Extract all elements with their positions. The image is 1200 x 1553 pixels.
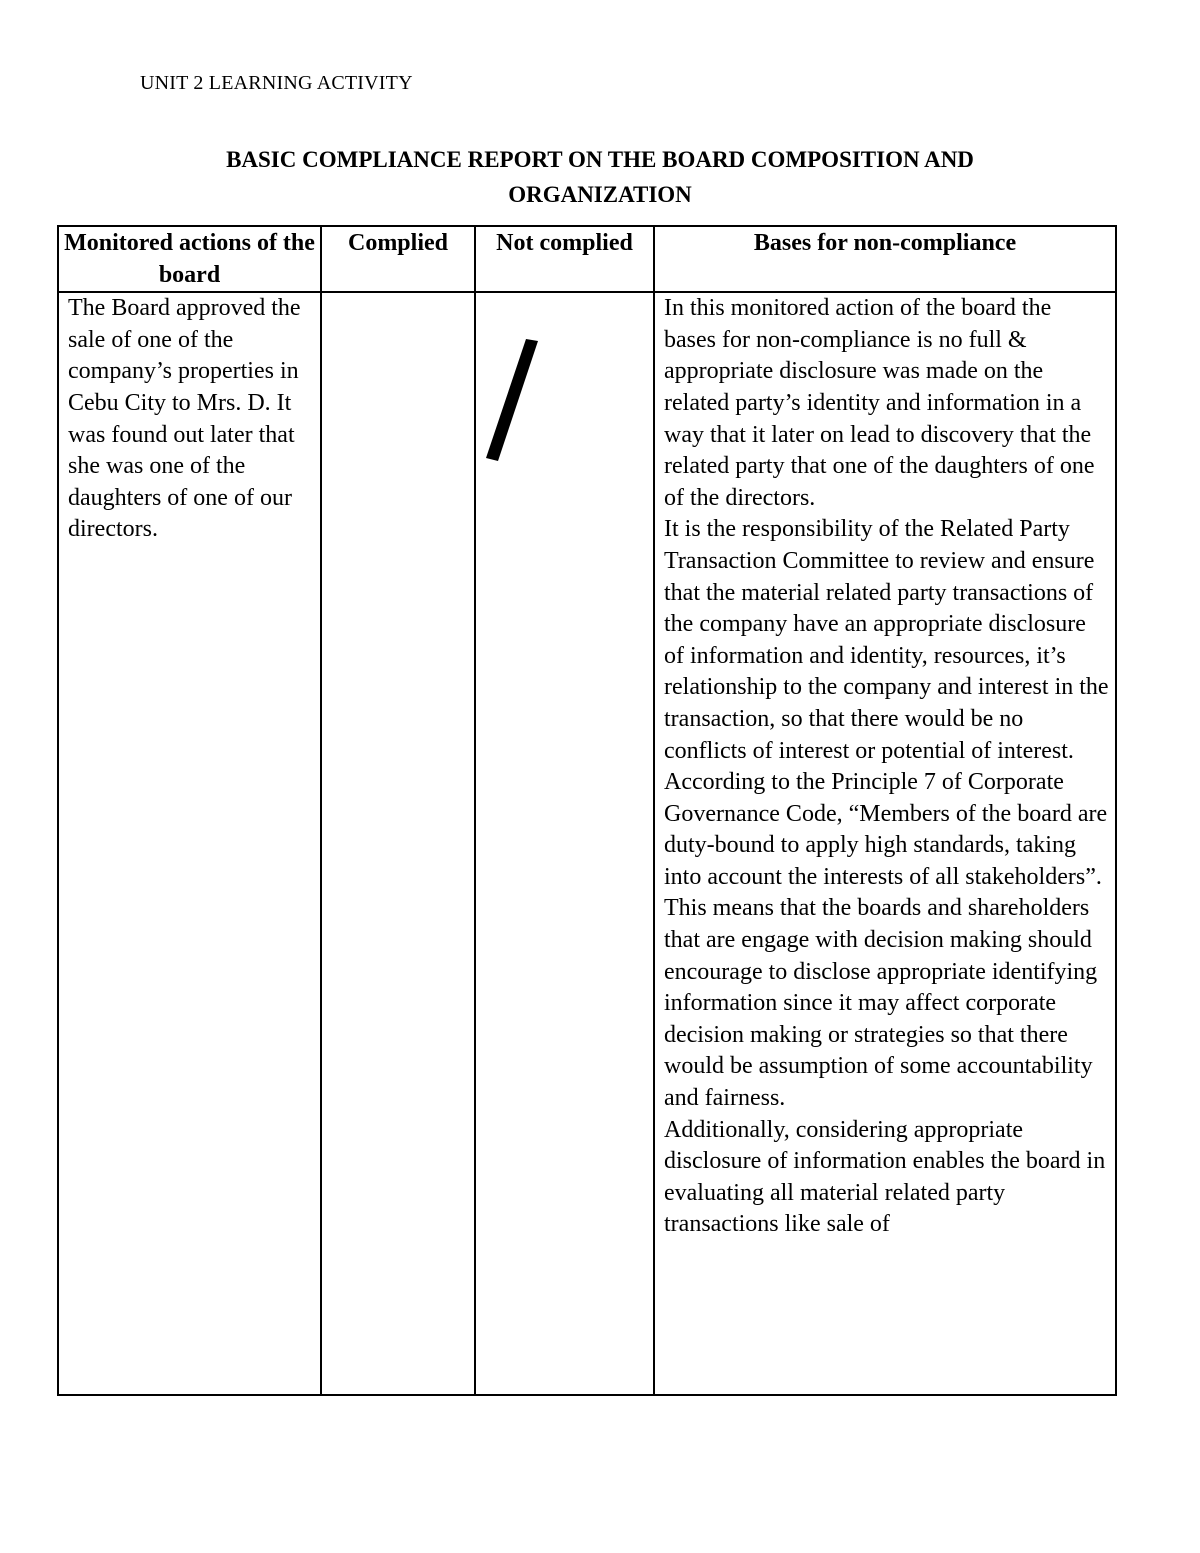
bases-cell	[654, 292, 1116, 1395]
action-cell	[58, 292, 321, 1395]
column-header-complied: Complied	[321, 226, 475, 292]
document-title-line-1: BASIC COMPLIANCE REPORT ON THE BOARD COMPOSITION AND	[226, 147, 974, 172]
slash-stroke	[486, 339, 538, 461]
table-header-row	[58, 226, 1116, 292]
compliance-table	[57, 225, 1117, 1396]
unit-label: UNIT 2 LEARNING ACTIVITY	[140, 72, 413, 94]
document-title	[100, 142, 1100, 212]
bases-paragraph-1: In this monitored action of the board the bases for non-compliance is no full & appropriate disclosure was made on the related party’s identity and information in a way that it later on lead to discovery that the related party that one of the daughters of one of the directors.	[664, 295, 1095, 511]
table-row	[58, 292, 1116, 1395]
not-complied-cell	[475, 292, 654, 1395]
document-title-line-2: ORGANIZATION	[508, 182, 692, 207]
complied-cell	[321, 292, 475, 1395]
bases-paragraph-3: According to the Principle 7 of Corporate Governance Code, “Members of the board are duty-bound to apply high standards, taking into account the interests of all stakeholders”. This means that the boards and shareholders that are engage with decision making should encourage to disclose appropriate identifying information since it may affect corporate decision making or strategies so that there would be assumption of some accountability and fairness.	[664, 769, 1108, 1112]
slash-mark-icon	[482, 337, 542, 467]
column-header-bases: Bases for non-compliance	[654, 226, 1116, 292]
bases-paragraph-2: It is the responsibility of the Related Party Transaction Committee to review and ensure that the material related party transactions of the company have an appropriate disclosure of information and identity, resources, it’s relationship to the company and interest in the transaction, so that there would be no conflicts of interest or potential of interest.	[664, 516, 1109, 764]
column-header-actions: Monitored actions of the board	[58, 226, 321, 292]
action-text: The Board approved the sale of one of the company’s properties in Cebu City to Mrs. D. It was found out later that she was one of the daughters of one of our directors.	[68, 295, 301, 543]
column-header-not-complied: Not complied	[475, 226, 654, 292]
not-complied-mark	[476, 293, 653, 493]
bases-paragraph-4: Additionally, considering appropriate disclosure of information enables the board in evaluating all material related party transactions like sale of	[664, 1116, 1106, 1238]
